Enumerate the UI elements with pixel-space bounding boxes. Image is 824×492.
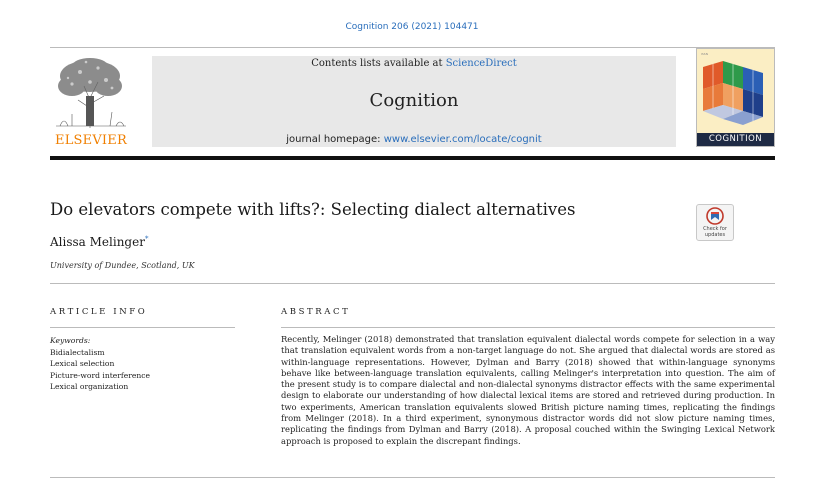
svg-text:ISSN: ISSN <box>701 52 708 56</box>
journal-homepage-link[interactable]: www.elsevier.com/locate/cognit <box>383 134 542 145</box>
header-thick-rule <box>50 156 775 160</box>
keywords-block <box>50 335 235 393</box>
abstract-body: Recently, Melinger (2018) demonstrated that translation equivalent dialectal words compete for selection in a way that translation equivalent words from a non-target language do not. She argued that dialectal words are stored as within-language representations. However, Dylman and Barry (2018) showed that within-language synonyms behave like between-language translation equivalents, calling Melinger's interpretation into question. The aim of the present study is to compare dialectal and non-dialectal synonyms distractor effects with the same experimental design to elaborate our understanding of how dialectal lexical items are stored and retrieved during production. In two experiments, American translation equivalents slowed British picture naming times, replicating the findings from Melinger (2018). In a third experiment, synonymous distractor words did not slow picture naming times, replicating the findings from Dylman and Barry (2018). A proposal couched within the Swinging Lexical Network approach is proposed to explain the discrepant findings. <box>281 334 775 446</box>
cover-label: COGNITION <box>697 133 774 146</box>
elsevier-wordmark: ELSEVIER <box>55 133 127 148</box>
contents-line <box>152 58 676 69</box>
title-divider <box>50 283 775 284</box>
author-footnote-mark[interactable]: * <box>144 235 149 243</box>
keyword-item: Lexical selection <box>50 359 115 368</box>
journal-citation[interactable]: Cognition 206 (2021) 104471 <box>345 22 479 32</box>
journal-banner <box>152 56 676 147</box>
elsevier-tree-icon <box>50 56 132 130</box>
article-info-heading: ARTICLE INFO <box>50 307 148 317</box>
journal-cover[interactable] <box>696 48 775 147</box>
contents-prefix: Contents lists available at <box>311 58 446 69</box>
cover-art-icon <box>697 49 774 133</box>
sciencedirect-link[interactable]: ScienceDirect <box>445 58 517 69</box>
abstract-heading: ABSTRACT <box>281 307 351 317</box>
keyword-item: Lexical organization <box>50 382 129 391</box>
check-for-updates-icon <box>697 205 733 227</box>
abstract-rule <box>281 327 775 328</box>
header-divider <box>50 47 775 48</box>
homepage-prefix: journal homepage: <box>286 134 384 145</box>
article-info-rule <box>50 327 235 328</box>
keyword-item: Bidialectalism <box>50 347 105 357</box>
homepage-line <box>152 134 676 145</box>
journal-title: Cognition <box>369 90 459 111</box>
check-for-updates-button[interactable] <box>696 204 734 241</box>
author-affiliation: University of Dundee, Scotland, UK <box>50 261 195 270</box>
author-text[interactable]: Alissa Melinger <box>50 235 145 249</box>
abstract-bottom-rule <box>50 477 775 478</box>
author-name[interactable] <box>50 235 148 249</box>
article-title: Do elevators compete with lifts?: Selecting dialect alternatives <box>50 200 576 219</box>
keywords-label: Keywords: <box>50 336 91 345</box>
elsevier-logo[interactable] <box>50 56 132 148</box>
keyword-item: Picture-word interference <box>50 370 150 380</box>
check-for-updates-label: Check for updates <box>703 226 727 238</box>
